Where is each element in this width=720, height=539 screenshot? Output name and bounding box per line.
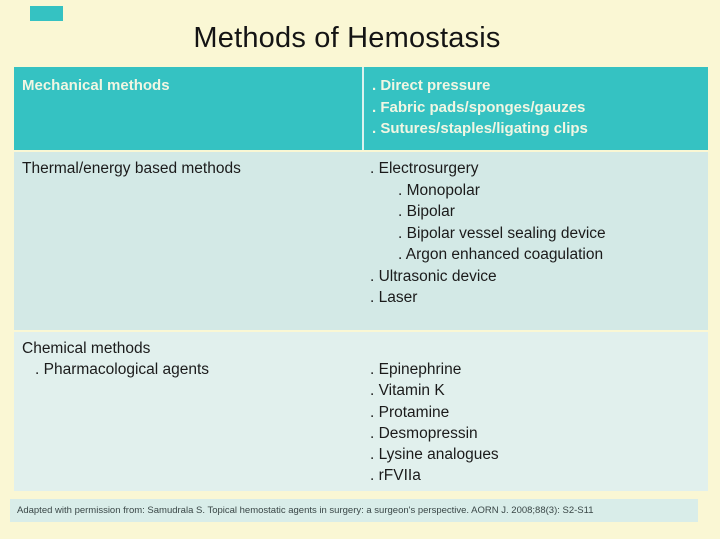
table-row-thermal [14, 152, 708, 330]
list-item: . Epinephrine [370, 361, 462, 378]
list-item: . Monopolar [398, 181, 480, 199]
table-cell-line: Chemical methods [22, 340, 151, 357]
list-item: . Bipolar [398, 203, 455, 220]
list-item: . Direct pressure [372, 77, 491, 94]
cell-thermal-label [14, 152, 362, 330]
footer-band [10, 499, 698, 522]
list-item: . Argon enhanced coagulation [398, 246, 604, 263]
cell-chemical-label [14, 332, 362, 491]
list-item: . Vitamin K [370, 382, 445, 400]
list-item: . Electrosurgery [370, 160, 479, 177]
list-item: . rFVIIa [370, 467, 421, 485]
list-item: . Desmopressin [370, 424, 478, 442]
table-cell-line: Thermal/energy based methods [22, 160, 241, 177]
corner-accent-square [30, 6, 63, 21]
list-item: . Bipolar vessel sealing device [398, 224, 606, 242]
cell-mechanical-items [362, 67, 708, 150]
cell-mechanical-label [14, 67, 362, 150]
table-cell-line: . Pharmacological agents [35, 361, 210, 379]
list-item: . Sutures/staples/ligating clips [372, 120, 588, 137]
table-row-mechanical [14, 67, 708, 150]
cell-chemical-items [362, 332, 708, 491]
list-item: . Ultrasonic device [370, 267, 497, 285]
page-title: Methods of Hemostasis [193, 22, 501, 54]
hemostasis-methods-table [14, 67, 708, 491]
list-item: . Laser [370, 289, 418, 306]
table-row-chemical [14, 332, 708, 491]
list-item: . Fabric pads/sponges/gauzes [372, 98, 586, 116]
footer-citation: Adapted with permission from: Samudrala S. Topical hemostatic agents in surgery: a surgeon's perspective. AORN J. 2008;88(3): S2-S11 [17, 505, 594, 516]
table-cell-line: Mechanical methods [22, 77, 170, 94]
list-item: . Protamine [370, 403, 450, 421]
list-item: . Lysine analogues [370, 446, 499, 464]
cell-thermal-items [362, 152, 708, 330]
